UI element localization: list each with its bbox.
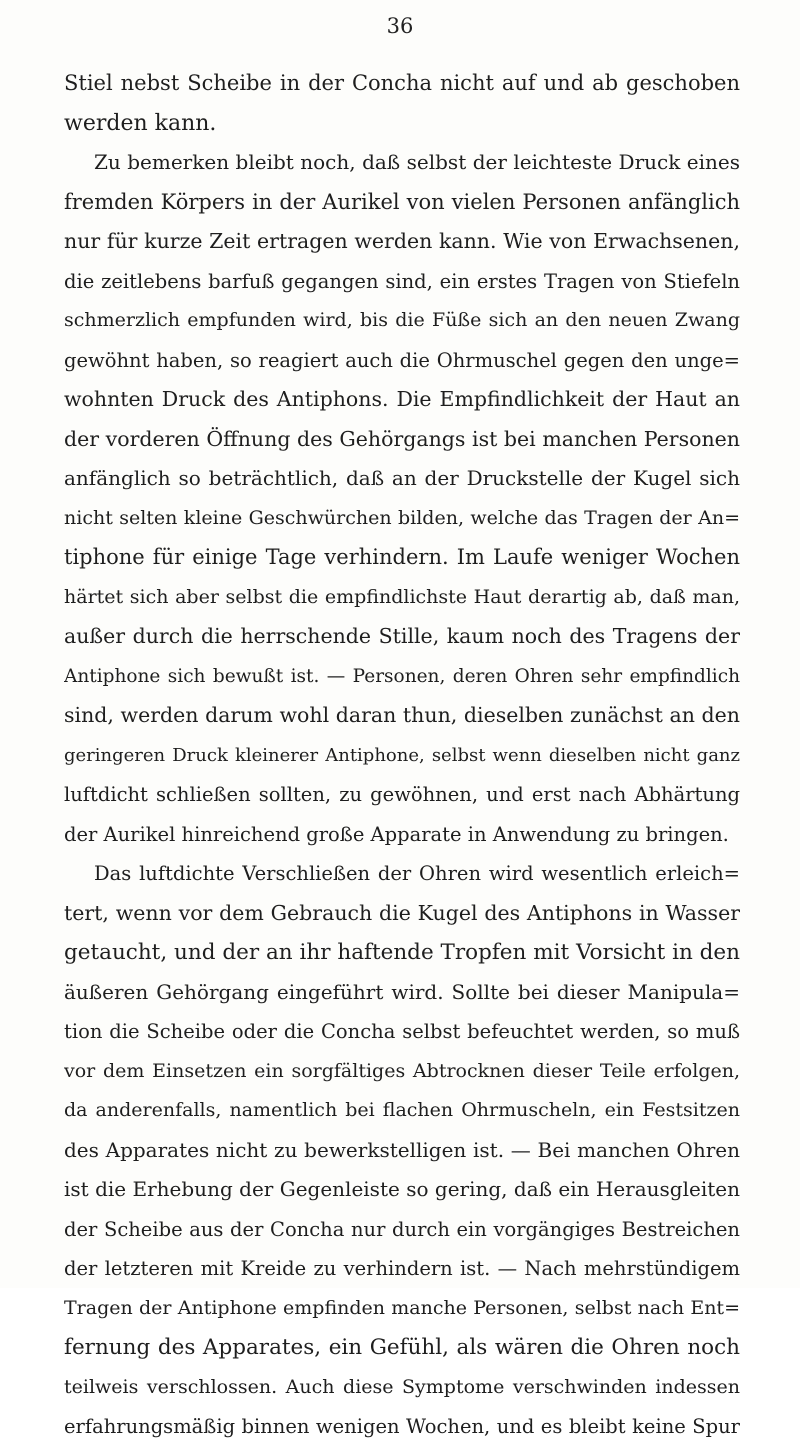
text-line: werden kann. bbox=[64, 110, 217, 136]
text-line: geringeren Druck kleinerer Antiphone, selbst wenn dieselben nicht ganz bbox=[64, 744, 740, 766]
text-line: Tragen der Antiphone empfinden manche Personen, selbst nach Ent= bbox=[64, 1296, 740, 1319]
text-line: Das luftdichte Verschließen der Ohren wird wesentlich erleich= bbox=[94, 862, 740, 885]
body-text bbox=[64, 64, 740, 1447]
text-line: die zeitlebens barfuß gegangen sind, ein erstes Tragen von Stiefeln bbox=[64, 269, 740, 293]
text-line: der Scheibe aus der Concha nur durch ein vorgängiges Bestreichen bbox=[64, 1217, 740, 1241]
text-line: nur für kurze Zeit ertragen werden kann. Wie von Erwachsenen, bbox=[64, 229, 740, 253]
text-line: tert, wenn vor dem Gebrauch die Kugel des Antiphons in Wasser bbox=[64, 900, 740, 925]
text-line: luftdicht schließen sollten, zu gewöhnen, und erst nach Abhärtung bbox=[64, 783, 740, 806]
text-line: schmerzlich empfunden wird, bis die Füße sich an den neuen Zwang bbox=[64, 309, 740, 331]
text-line: wohnten Druck des Antiphons. Die Empfindlichkeit der Haut an bbox=[64, 387, 740, 411]
text-line: äußeren Gehörgang eingeführt wird. Sollte bei dieser Manipula= bbox=[64, 979, 740, 1004]
text-line: fernung des Apparates, ein Gefühl, als wären die Ohren noch bbox=[64, 1335, 740, 1360]
text-line: Antiphone sich bewußt ist. — Personen, deren Ohren sehr empfindlich bbox=[64, 665, 740, 687]
text-line: getaucht, und der an ihr haftende Tropfen mit Vorsicht in den bbox=[64, 940, 740, 965]
text-line: erfahrungsmäßig binnen wenigen Wochen, und es bleibt keine Spur bbox=[64, 1415, 740, 1438]
text-line: nicht selten kleine Geschwürchen bilden, welche das Tragen der An= bbox=[64, 506, 740, 529]
text-line: da anderenfalls, namentlich bei flachen Ohrmuscheln, ein Festsitzen bbox=[64, 1099, 740, 1121]
text-line: tion die Scheibe oder die Concha selbst befeuchtet werden, so muß bbox=[64, 1020, 740, 1043]
text-line: des Apparates nicht zu bewerkstelligen ist. — Bei manchen Ohren bbox=[64, 1137, 740, 1162]
text-line: der Aurikel hinreichend große Apparate in Anwendung zu bringen. bbox=[64, 822, 729, 846]
page-number: 36 bbox=[386, 14, 414, 38]
text-line: härtet sich aber selbst die empfindlichste Haut derartig ab, daß man, bbox=[64, 585, 740, 608]
text-line: anfänglich so beträchtlich, daß an der Druckstelle der Kugel sich bbox=[64, 466, 740, 490]
text-line: Zu bemerken bleibt noch, daß selbst der leichteste Druck eines bbox=[94, 150, 740, 174]
text-line: teilweis verschlossen. Auch diese Symptome verschwinden indessen bbox=[64, 1375, 740, 1398]
text-line: fremden Körpers in der Aurikel von vielen Personen anfänglich bbox=[64, 189, 740, 214]
text-line: vor dem Einsetzen ein sorgfältiges Abtrocknen dieser Teile erfolgen, bbox=[64, 1059, 740, 1082]
text-line: außer durch die herrschende Stille, kaum noch des Tragens der bbox=[64, 624, 740, 648]
text-line: sind, werden darum wohl daran thun, dieselben zunächst an den bbox=[64, 703, 740, 727]
text-line: Stiel nebst Scheibe in der Concha nicht auf und ab geschoben bbox=[64, 71, 740, 95]
text-line: ist die Erhebung der Gegenleiste so gering, daß ein Herausgleiten bbox=[64, 1177, 740, 1201]
text-line: gewöhnt haben, so reagiert auch die Ohrmuschel gegen den unge= bbox=[64, 348, 740, 372]
text-line: der letzteren mit Kreide zu verhindern ist. — Nach mehrstündigem bbox=[64, 1257, 740, 1280]
text-line: tiphone für einige Tage verhindern. Im Laufe weniger Wochen bbox=[64, 545, 740, 569]
text-line: der vorderen Öffnung des Gehörgangs ist bei manchen Personen bbox=[64, 426, 740, 451]
